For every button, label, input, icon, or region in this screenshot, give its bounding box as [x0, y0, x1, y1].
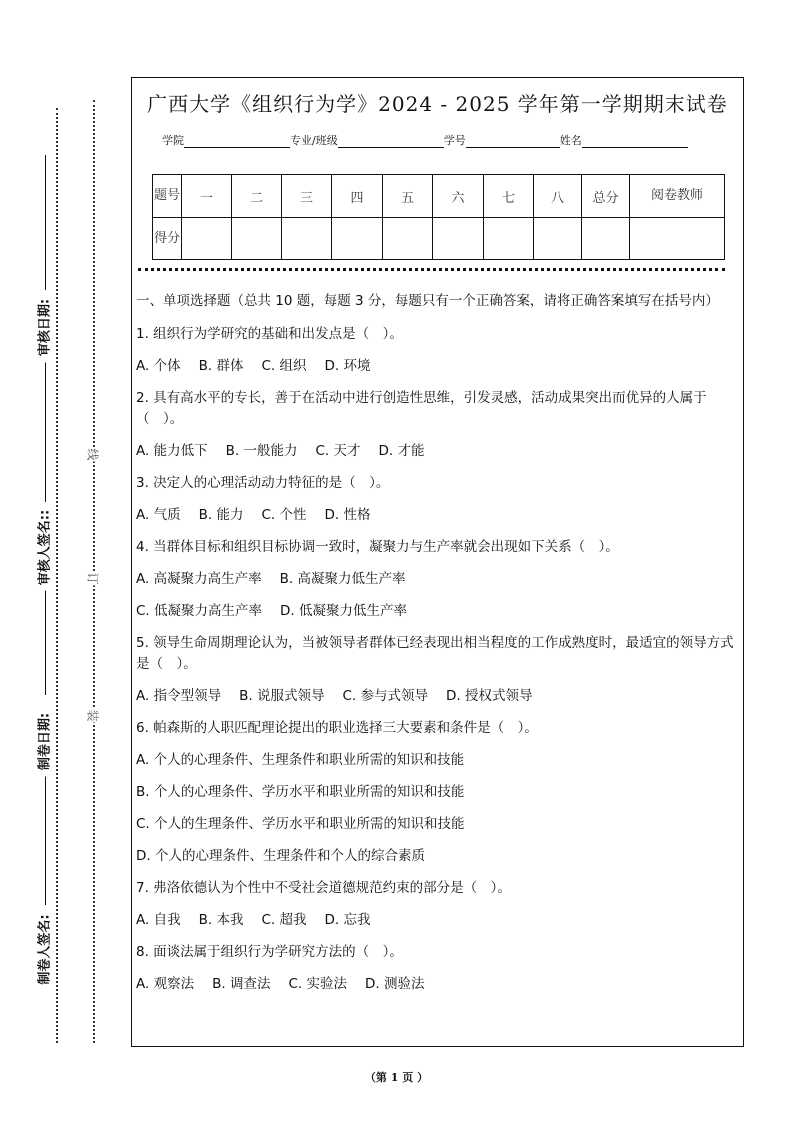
student-id-label: 学号 — [443, 134, 466, 147]
column-header: 一 — [182, 175, 232, 218]
question-stem: 6. 帕森斯的人职匹配理论提出的职业选择三大要素和条件是（ ）。 — [136, 720, 538, 736]
option: A. 个人的心理条件、生理条件和职业所需的知识和技能 — [136, 752, 465, 768]
score-cell[interactable] — [282, 218, 332, 260]
student-id-field[interactable] — [466, 135, 560, 148]
question-options — [136, 569, 737, 590]
college-label: 学院 — [162, 134, 184, 147]
name-label: 姓名 — [559, 134, 582, 147]
option: A. 气质 — [136, 507, 181, 523]
name-field[interactable] — [582, 135, 688, 148]
option: A. 指令型领导 — [136, 688, 222, 704]
row-label-score: 得分 — [153, 218, 182, 260]
score-cell[interactable] — [433, 218, 484, 260]
option: D. 个人的心理条件、生理条件和个人的综合素质 — [136, 848, 425, 864]
column-header-total: 总分 — [582, 175, 630, 218]
question-options — [136, 356, 737, 377]
seal-char-zhuang: 装 — [85, 709, 100, 722]
major-class-label: 专业/班级 — [290, 134, 338, 147]
section-single-choice — [136, 290, 737, 995]
question-options — [136, 974, 737, 995]
dotted-separator — [138, 268, 725, 271]
question-stem: 4. 当群体目标和组织目标协调一致时，凝聚力与生产率就会出现如下关系（ ）。 — [136, 539, 619, 555]
section-heading: 一、单项选择题（总共 10 题，每题 3 分，每题只有一个正确答案，请将正确答案填写在括号内） — [136, 293, 719, 309]
option: B. 调查法 — [212, 976, 271, 992]
score-cell[interactable] — [232, 218, 282, 260]
column-header: 五 — [383, 175, 433, 218]
signature-line — [45, 362, 46, 502]
score-table-header-row — [153, 175, 725, 218]
option: D. 忘我 — [324, 912, 371, 928]
option: A. 个体 — [136, 358, 181, 374]
reviewer-signature-label: 审核人签名:: — [34, 505, 53, 591]
question-stem: 5. 领导生命周期理论认为，当被领导者群体已经表现出相当程度的工作成熟度时，最适宜的领导方式是（ ）。 — [136, 635, 734, 672]
option: B. 个人的心理条件、学历水平和职业所需的知识和技能 — [136, 784, 465, 800]
option: D. 测验法 — [364, 976, 425, 992]
review-date-label: 审核日期: — [34, 293, 53, 363]
prepare-date-label: 制卷日期: — [34, 707, 53, 777]
score-cell[interactable] — [332, 218, 383, 260]
option: A. 能力低下 — [136, 443, 208, 459]
option: A. 高凝聚力高生产率 — [136, 571, 262, 587]
signature-line — [45, 590, 46, 695]
question-stem: 1. 组织行为学研究的基础和出发点是（ ）。 — [136, 326, 403, 342]
question-options — [136, 505, 737, 526]
option: C. 参与式领导 — [342, 688, 428, 704]
column-header: 七 — [484, 175, 534, 218]
preparer-signature-label: 制卷人签名: — [34, 909, 53, 991]
option: C. 组织 — [261, 358, 307, 374]
column-header: 二 — [232, 175, 282, 218]
question-stem: 3. 决定人的心理活动动力特征的是（ ）。 — [136, 475, 390, 491]
score-cell[interactable] — [383, 218, 433, 260]
question-stem: 2. 具有高水平的专长，善于在活动中进行创造性思维，引发灵感，活动成果突出而优异的人属于（ ）。 — [136, 390, 707, 427]
score-cell-total[interactable] — [582, 218, 630, 260]
option: D. 环境 — [324, 358, 371, 374]
student-info-row — [162, 132, 688, 148]
question-options — [136, 910, 737, 931]
seal-char-xian: 线 — [85, 448, 100, 461]
seal-char-ding: 订 — [85, 572, 100, 585]
option: C. 实验法 — [288, 976, 347, 992]
option: A. 自我 — [136, 912, 181, 928]
binding-dotted-line-inner — [56, 108, 58, 1043]
option: C. 天才 — [315, 443, 361, 459]
signature-line — [45, 155, 46, 290]
option: D. 授权式领导 — [445, 688, 533, 704]
question-options — [136, 686, 737, 707]
question-stem: 7. 弗洛依德认为个性中不受社会道德规范约束的部分是（ ）。 — [136, 880, 511, 896]
question-stem: 8. 面谈法属于组织行为学研究方法的（ ）。 — [136, 944, 403, 960]
question-options — [136, 441, 737, 462]
score-table — [152, 174, 725, 260]
score-cell[interactable] — [484, 218, 534, 260]
column-header: 三 — [282, 175, 332, 218]
score-cell[interactable] — [534, 218, 582, 260]
score-cell[interactable] — [182, 218, 232, 260]
row-label-question-no: 题号 — [153, 175, 182, 218]
score-table-score-row — [153, 218, 725, 260]
score-cell-grader[interactable] — [630, 218, 725, 260]
college-field[interactable] — [184, 135, 290, 148]
column-header: 四 — [332, 175, 383, 218]
option: D. 性格 — [324, 507, 371, 523]
option: C. 个性 — [261, 507, 307, 523]
exam-frame — [131, 77, 744, 1047]
option: B. 说服式领导 — [239, 688, 325, 704]
option: D. 才能 — [378, 443, 425, 459]
major-class-field[interactable] — [338, 135, 444, 148]
option: C. 低凝聚力高生产率 — [136, 603, 263, 619]
option: B. 一般能力 — [225, 443, 298, 459]
option: B. 能力 — [198, 507, 244, 523]
signature-line — [45, 775, 46, 905]
option: B. 群体 — [198, 358, 244, 374]
option: D. 低凝聚力低生产率 — [280, 603, 407, 619]
option: B. 本我 — [198, 912, 244, 928]
question-options — [136, 601, 737, 622]
column-header: 六 — [433, 175, 484, 218]
option: C. 超我 — [261, 912, 307, 928]
option: A. 观察法 — [136, 976, 195, 992]
option: B. 高凝聚力低生产率 — [279, 571, 406, 587]
column-header-grader: 阅卷教师 — [630, 175, 725, 218]
exam-title: 广西大学《组织行为学》2024 - 2025 学年第一学期期末试卷 — [147, 92, 728, 116]
page-number: （第 1 页 ） — [364, 1071, 429, 1084]
column-header: 八 — [534, 175, 582, 218]
option: C. 个人的生理条件、学历水平和职业所需的知识和技能 — [136, 816, 465, 832]
